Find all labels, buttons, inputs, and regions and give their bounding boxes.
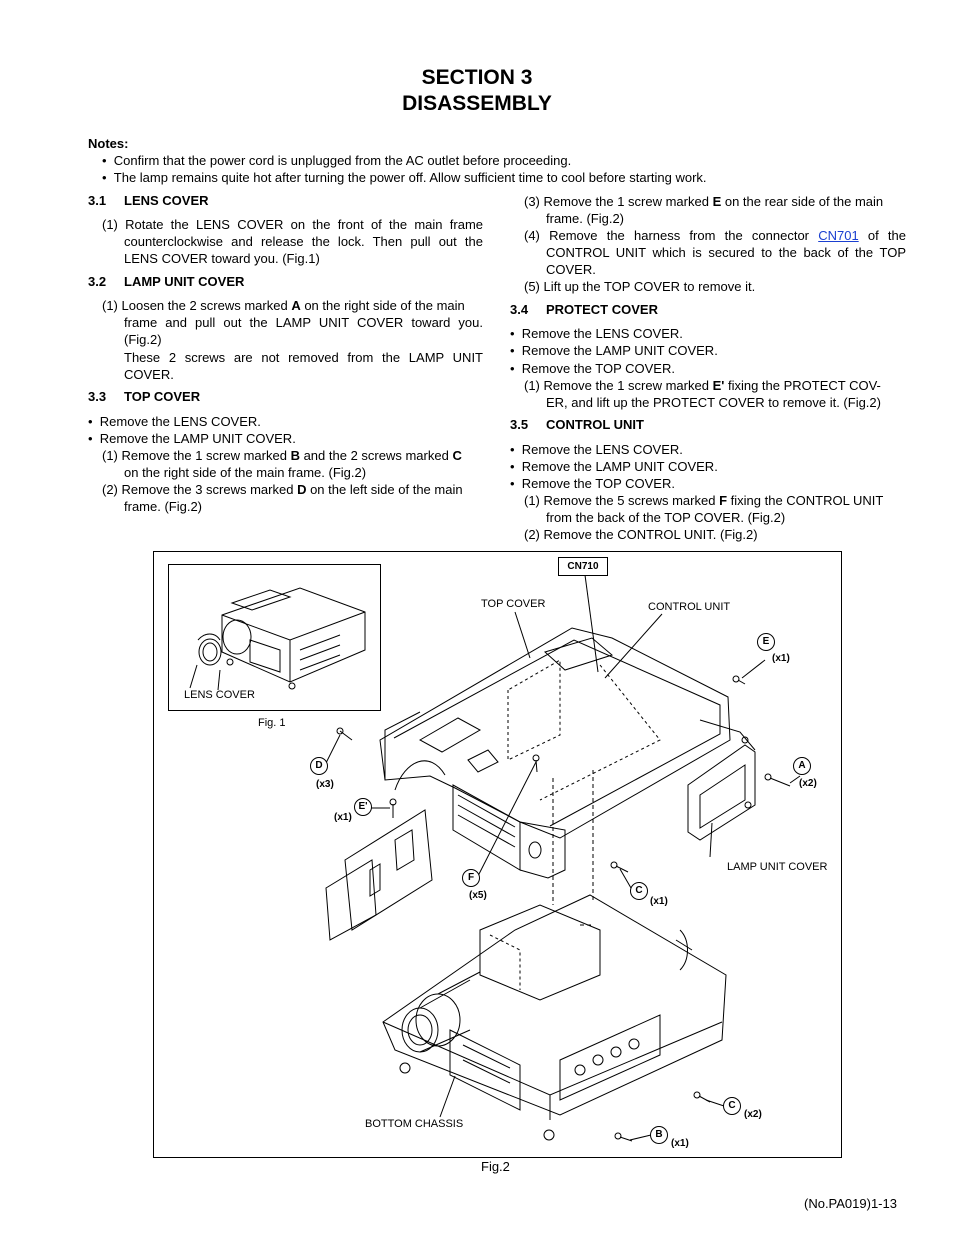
s33-step4-line1: (4) Remove the harness from the connector CN701 of the [524,228,907,243]
top-cover-label: TOP COVER [481,598,546,610]
s35-step2: (2) Remove the CONTROL UNIT. (Fig.2) [524,527,758,542]
callout-d: D [310,757,328,775]
s33-step3-line1: (3) Remove the 1 screw marked E on the rear side of the main [524,194,884,209]
heading-3-4: 3.4 PROTECT COVER [510,302,658,317]
protect-cover-drawing [326,810,432,940]
s33-step2-line1: (2) Remove the 3 screws marked D on the left side of the main [102,482,463,497]
lamp-unit-cover-label: LAMP UNIT COVER [727,861,828,873]
screws-drawing [337,676,790,1141]
s34-bullet: • Remove the TOP COVER. [510,361,675,376]
callout-e-count: (x1) [772,653,790,664]
s34-bullet: • Remove the LAMP UNIT COVER. [510,343,718,358]
s33-step1-line1: (1) Remove the 1 screw marked B and the 2 screws marked C [102,448,462,463]
projector-fig1-drawing [198,588,365,690]
s31-step1-line2: counterclockwise and release the lock. Then pull out the [124,234,483,249]
s31-step1-line1: (1) Rotate the LENS COVER on the front of the main frame [102,217,483,232]
callout-c-upper-count: (x1) [650,896,668,907]
control-unit-label: CONTROL UNIT [648,601,731,613]
callout-d-count: (x3) [316,779,334,790]
section-subtitle: DISASSEMBLY [402,92,552,115]
s32-step1-line4: These 2 screws are not removed from the LAMP UNIT [124,350,483,365]
s32-step1-line1: (1) Loosen the 2 screws marked A on the right side of the main [102,298,465,313]
lens-cover-label: LENS COVER [184,689,255,701]
s32-step1-line3: (Fig.2) [124,332,162,347]
s33-step3-line2: frame. (Fig.2) [546,211,625,226]
callout-c-lower: C [723,1097,741,1115]
callout-e: E [757,633,775,651]
s34-step1-line1: (1) Remove the 1 screw marked E' fixing the PROTECT COV- [524,378,881,393]
s32-step1-line2: frame and pull out the LAMP UNIT COVER toward you. [124,315,483,330]
s33-bullet: • Remove the LENS COVER. [88,414,261,429]
leader-lines [190,575,800,1140]
fig1-caption: Fig. 1 [258,717,286,729]
callout-e-prime-count: (x1) [334,812,352,823]
heading-3-2: 3.2 LAMP UNIT COVER [88,274,245,289]
cn701-link[interactable]: CN701 [818,228,859,243]
s33-step5: (5) Lift up the TOP COVER to remove it. [524,279,756,294]
notes-heading: Notes: [88,136,129,151]
s33-step4-line2: CONTROL UNIT which is secured to the back of the TOP [546,245,906,260]
bottom-chassis-label: BOTTOM CHASSIS [365,1118,464,1130]
s35-step1-line2: from the back of the TOP COVER. (Fig.2) [546,510,786,525]
s33-bullet: • Remove the LAMP UNIT COVER. [88,431,296,446]
cn710-label: CN710 [558,557,608,576]
heading-3-1: 3.1 LENS COVER [88,193,209,208]
s33-step2-line2: frame. (Fig.2) [124,499,203,514]
s35-step1-line1: (1) Remove the 5 screws marked F fixing the CONTROL UNIT [524,493,884,508]
heading-3-3: 3.3 TOP COVER [88,389,201,404]
note-item: • The lamp remains quite hot after turning the power off. Allow sufficient time to cool before starting work. [102,170,707,185]
s35-bullet: • Remove the TOP COVER. [510,476,675,491]
page-number: (No.PA019)1-13 [804,1196,897,1211]
section-title: SECTION 3 [421,66,533,89]
note-item: • Confirm that the power cord is unplugged from the AC outlet before proceeding. [102,153,572,168]
s32-step1-line5: COVER. [124,367,174,382]
heading-3-5: 3.5 CONTROL UNIT [510,417,644,432]
s31-step1-line3: LENS COVER toward you. (Fig.1) [124,251,320,266]
s35-bullet: • Remove the LENS COVER. [510,442,683,457]
callout-f: F [462,869,480,887]
s35-bullet: • Remove the LAMP UNIT COVER. [510,459,718,474]
s33-step1-line2: on the right side of the main frame. (Fig.2) [124,465,367,480]
s34-bullet: • Remove the LENS COVER. [510,326,683,341]
callout-e-prime: E' [354,798,372,816]
callout-c-upper: C [630,882,648,900]
bottom-chassis-drawing [383,895,726,1140]
callout-f-count: (x5) [469,890,487,901]
callout-a-count: (x2) [799,778,817,789]
fig2-caption: Fig.2 [481,1159,510,1174]
callout-a: A [793,757,811,775]
callout-b: B [650,1126,668,1144]
lamp-unit-cover-drawing [688,737,755,840]
callout-b-count: (x1) [671,1138,689,1149]
s33-step4-line3: COVER. [546,262,596,277]
top-cover-drawing [380,628,755,878]
s34-step1-line2: ER, and lift up the PROTECT COVER to remove it. (Fig.2) [546,395,881,410]
callout-c-lower-count: (x2) [744,1109,762,1120]
